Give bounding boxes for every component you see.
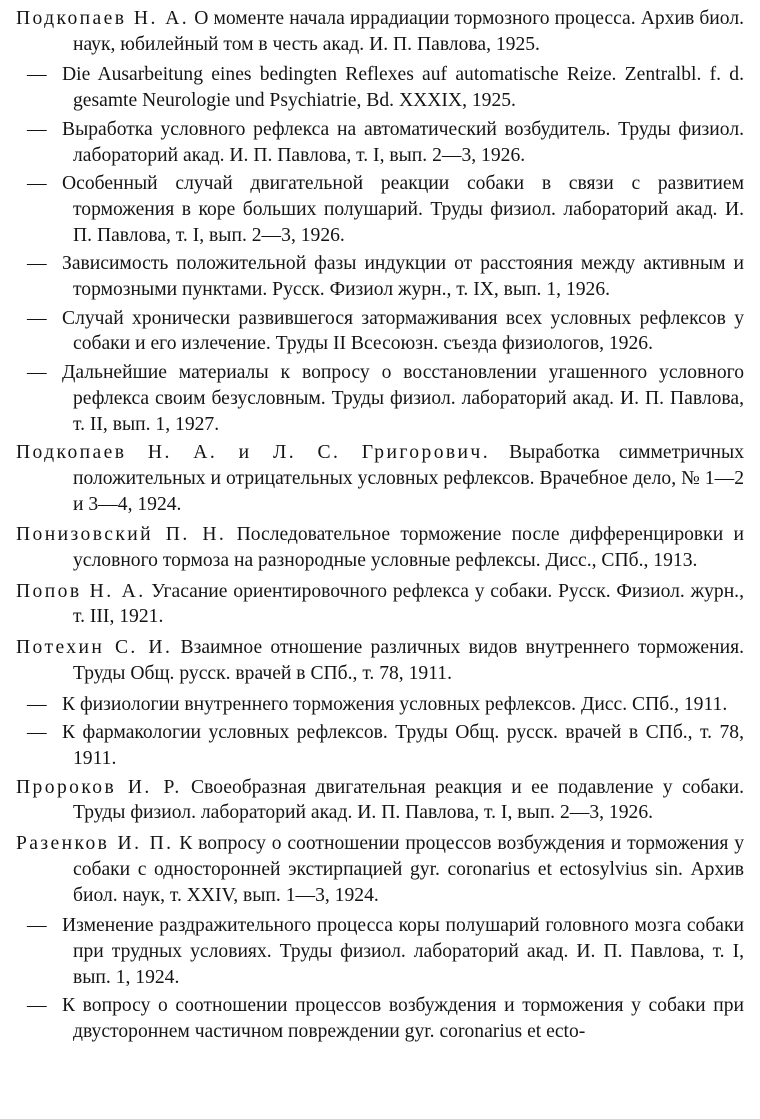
entry-author: Подкопаев Н. А. и Л. С. Григорович. [16, 442, 490, 464]
entry-dash: — [27, 693, 47, 715]
entry-text: Выработка симметричных положительных и отрицательных условных рефлексов. Врачебное дело, № 1—2 и 3—4, 1924. [73, 442, 744, 515]
entry-text: Случай хронически развившегося затормаживания всех условных рефлексов у собаки и его излечение. Труды II Всесоюзн. съезда физиологов, 1926. [62, 307, 744, 355]
entry-dash: — [27, 173, 47, 195]
entry-author: Попов Н. А. [16, 580, 146, 602]
bibliography-subentry [16, 692, 744, 718]
entry-text: Изменение раздражительного процесса коры полушарий головного мозга собаки при трудных условиях. Труды физиол. лабораторий акад. И. П. Павлова, т. I, вып. 1, 1924. [62, 915, 744, 988]
entry-dash: — [27, 307, 47, 329]
entry-author: Разенков И. П. [16, 833, 174, 855]
entry-dash: — [27, 995, 47, 1017]
entry-text: К физиологии внутреннего торможения условных рефлексов. Дисс. СПб., 1911. [62, 693, 728, 715]
entry-text: К вопросу о соотношении процессов возбуждения и торможения у собаки при двустороннем частичном повреждении gyr. coronarius et ecto- [62, 995, 744, 1043]
bibliography-subentry [16, 251, 744, 302]
bibliography-subentry [16, 993, 744, 1044]
entry-text: Зависимость положительной фазы индукции от расстояния между активным и тормозными пунктами. Русск. Физиол журн., т. IX, вып. 1, 1926. [62, 253, 744, 301]
entry-dash: — [27, 915, 47, 937]
bibliography-entry [16, 775, 744, 826]
entry-dash: — [27, 253, 47, 275]
bibliography-subentry [16, 720, 744, 771]
entry-text: Die Ausarbeitung eines bedingten Reflexes auf automatische Reize. Zentralbl. f. d. gesamte Neurologie und Psychiatrie, Bd. XXXIX, 1925. [62, 64, 744, 112]
entry-text: Особенный случай двигательной реакции собаки в связи с развитием торможения в коре больших полушарий. Труды физиол. лабораторий акад. И. П. Павлова, т. I, вып. 2—3, 1926. [62, 173, 744, 246]
bibliography-entry [16, 522, 744, 573]
entry-dash: — [27, 64, 47, 86]
entry-text: Взаимное отношение различных видов внутреннего торможения. Труды Общ. русск. врачей в СПб., т. 78, 1911. [73, 637, 744, 684]
bibliography-entry [16, 635, 744, 686]
entry-text: Угасание ориентировочного рефлекса у собаки. Русск. Физиол. журн., т. III, 1921. [73, 580, 744, 628]
entry-author: Пророков И. Р. [16, 776, 182, 798]
entry-text: К фармакологии условных рефлексов. Труды Общ. русск. врачей в СПб., т. 78, 1911. [62, 722, 744, 769]
entry-author: Подкопаев Н. А. [16, 8, 190, 29]
entry-text: К вопросу о соотношении процессов возбуждения и торможения у собаки с односторонней экстирпацией gyr. coronarius et ectosylvius sin. Архив биол. наук, т. XXIV, вып. 1—3, 1924. [73, 833, 744, 906]
bibliography-entry [16, 440, 744, 517]
entry-dash: — [27, 118, 47, 140]
entry-author: Потехин С. И. [16, 637, 173, 659]
entry-dash: — [27, 362, 47, 384]
bibliography-entry [16, 831, 744, 908]
bibliography-entry [16, 579, 744, 630]
entry-text: Своеобразная двигательная реакция и ее подавление у собаки. Труды физиол. лабораторий акад. И. П. Павлова, т. I, вып. 2—3, 1926. [73, 776, 745, 824]
entry-text: Дальнейшие материалы к вопросу о восстановлении угашенного условного рефлекса своим безусловным. Труды физиол. лабораторий акад. И. П. Павлова, т. II, вып. 1, 1927. [62, 362, 744, 435]
entry-text: О моменте начала иррадиации тормозного процесса. Архив биол. наук, юбилейный том в честь акад. И. П. Павлова, 1925. [73, 8, 744, 55]
entry-dash: — [27, 722, 47, 744]
bibliography-entry [16, 6, 744, 57]
entry-text: Последовательное торможение после дифференцировки и условного тормоза на разнородные условные рефлексы. Дисс., СПб., 1913. [73, 524, 745, 572]
bibliography-subentry [16, 913, 744, 990]
bibliography-subentry [16, 117, 744, 168]
bibliography-subentry [16, 306, 744, 357]
entry-author: Понизовский П. Н. [16, 524, 227, 546]
entry-text: Выработка условного рефлекса на автоматический возбудитель. Труды физиол. лабораторий акад. И. П. Павлова, т. I, вып. 2—3, 1926. [62, 118, 744, 166]
bibliography-subentry [16, 171, 744, 248]
bibliography-subentry [16, 62, 744, 113]
bibliography-subentry [16, 360, 744, 437]
